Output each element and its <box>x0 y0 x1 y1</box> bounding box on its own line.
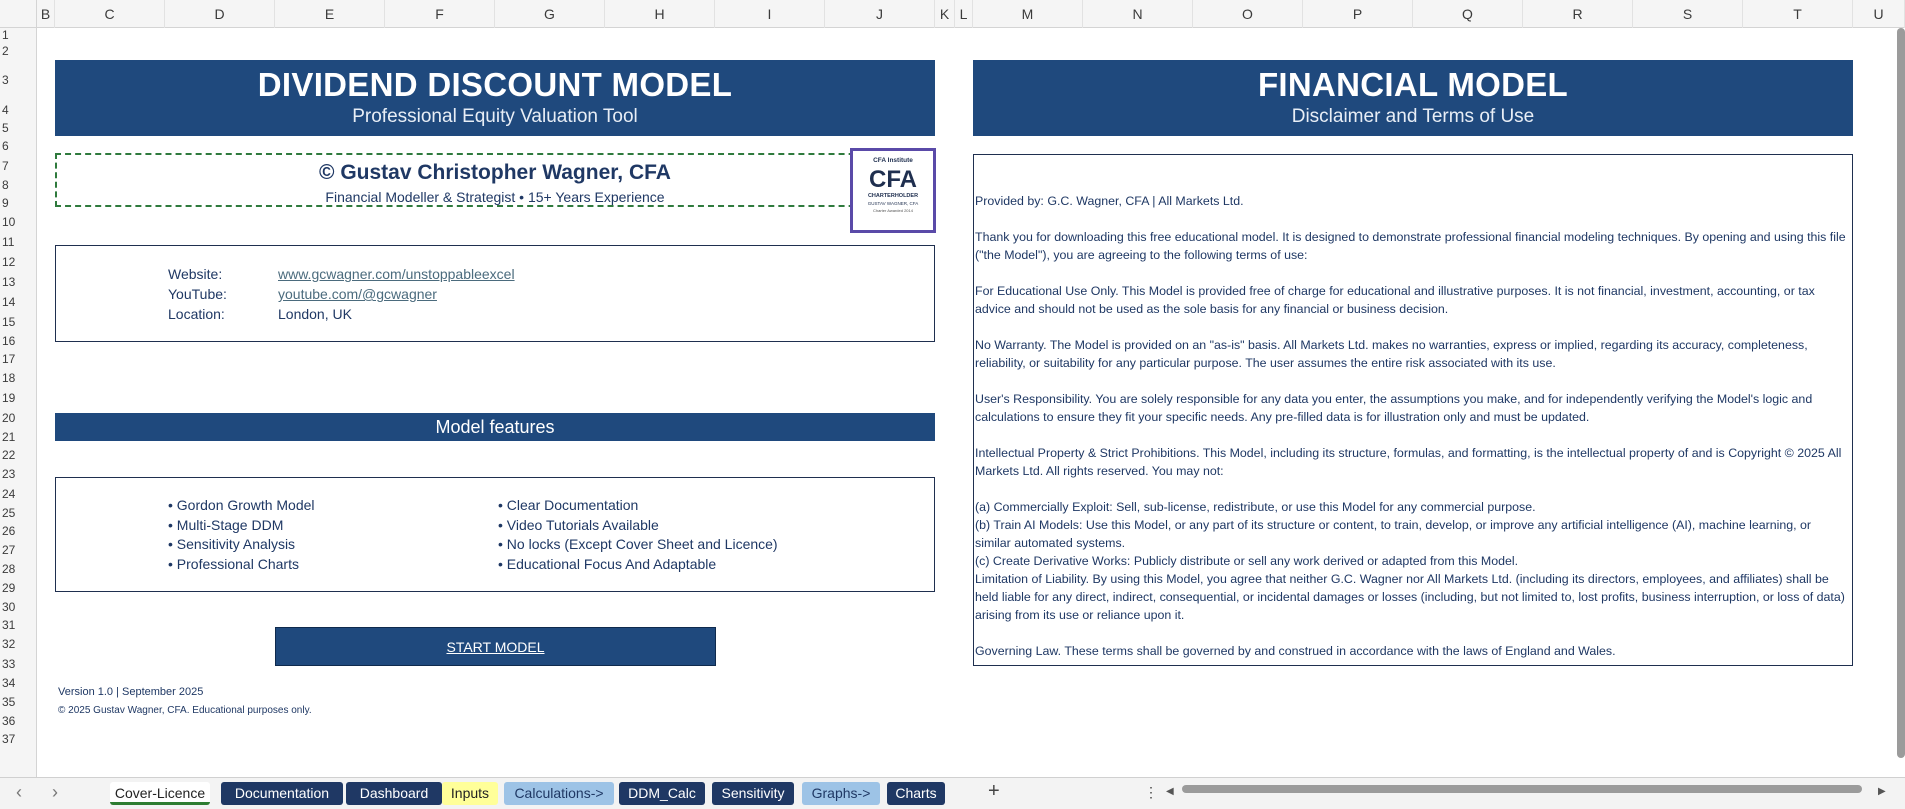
row-header-9[interactable]: 9 <box>2 196 9 210</box>
row-header-36[interactable]: 36 <box>2 714 16 728</box>
row-header-6[interactable]: 6 <box>2 139 9 153</box>
author-box <box>55 153 935 207</box>
feature-item: • No locks (Except Cover Sheet and Licence) <box>498 536 778 552</box>
financial-title: FINANCIAL MODEL <box>1257 66 1569 103</box>
ddm-title: DIVIDEND DISCOUNT MODEL <box>257 66 733 103</box>
ddm-header <box>55 60 935 136</box>
cfa-badge-inner <box>853 151 933 230</box>
feature-item: • Sensitivity Analysis <box>168 536 296 552</box>
row-header-23[interactable]: 23 <box>2 467 16 481</box>
location-label: Location: <box>168 306 225 322</box>
row-header-37[interactable]: 37 <box>2 732 16 746</box>
column-header-l[interactable]: L <box>955 0 973 28</box>
ddm-subtitle: Professional Equity Valuation Tool <box>352 106 638 127</box>
cfa-mark: CFA <box>869 166 917 193</box>
row-header-33[interactable]: 33 <box>2 657 16 671</box>
row-header-28[interactable]: 28 <box>2 562 16 576</box>
features-header: Model features <box>55 413 935 441</box>
row-header-11[interactable]: 11 <box>2 235 15 249</box>
prohibition-a: (a) Commercially Exploit: Sell, sub-license, redistribute, or use this Model for any commercial purpose. <box>975 500 1536 514</box>
row-header-14[interactable]: 14 <box>2 295 16 309</box>
add-sheet-icon[interactable]: + <box>988 780 1000 802</box>
feature-item: • Gordon Growth Model <box>168 497 315 513</box>
column-header-t[interactable]: T <box>1743 0 1853 28</box>
row-header-18[interactable]: 18 <box>2 371 16 385</box>
column-header-i[interactable]: I <box>715 0 825 28</box>
cfa-line2: GUSTAV WAGNER, CFA <box>867 201 919 206</box>
scroll-left-icon[interactable]: ◀ <box>1166 786 1174 797</box>
disclaimer-governing: Governing Law. These terms shall be governed by and construed in accordance with the laws of England and Wales. <box>975 644 1616 658</box>
row-header-2[interactable]: 2 <box>2 44 9 58</box>
row-header-26[interactable]: 26 <box>2 524 16 538</box>
column-header-j[interactable]: J <box>825 0 935 28</box>
row-header-20[interactable]: 20 <box>2 411 16 425</box>
disclaimer-warranty: No Warranty. The Model is provided on an "as-is" basis. All Markets Ltd. makes no warranties, express or implied, regarding its accuracy, completeness, reliability, or suitability for any particular purpose. The user assumes the entire risk associated with its use. <box>975 338 1808 370</box>
author-tagline: Financial Modeller & Strategist • 15+ Years Experience <box>325 189 665 205</box>
more-options-icon[interactable]: ⋮ <box>1144 784 1158 800</box>
feature-item: • Educational Focus And Adaptable <box>498 555 717 572</box>
row-header-16[interactable]: 16 <box>2 334 16 348</box>
row-header-12[interactable]: 12 <box>2 255 16 269</box>
row-header-1[interactable]: 1 <box>2 28 9 42</box>
prev-sheet-icon[interactable]: ‹ <box>16 782 22 802</box>
financial-subtitle: Disclaimer and Terms of Use <box>1291 106 1535 127</box>
row-header-35[interactable]: 35 <box>2 695 16 709</box>
prohibition-b: (b) Train AI Models: Use this Model, or any part of its structure or content, to train, develop, or improve any artificial intelligence (AI), machine learning, or similar automated systems. <box>975 518 1812 550</box>
sheet-tab-bar <box>0 777 1905 809</box>
sheet-tab-ddm-calc[interactable]: DDM_Calc <box>619 782 705 805</box>
row-header-31[interactable]: 31 <box>2 618 16 632</box>
sheet-tab-cover-licence[interactable]: Cover-Licence <box>110 782 210 805</box>
cfa-line1: CHARTERHOLDER <box>867 193 919 199</box>
column-header-c[interactable]: C <box>55 0 165 28</box>
start-model-button[interactable]: START MODEL <box>275 627 716 666</box>
row-header-15[interactable]: 15 <box>2 315 16 329</box>
row-header-22[interactable]: 22 <box>2 448 16 462</box>
sheet-tab-dashboard[interactable]: Dashboard <box>346 782 442 805</box>
column-header-f[interactable]: F <box>385 0 495 28</box>
column-header-p[interactable]: P <box>1303 0 1413 28</box>
feature-item: • Professional Charts <box>168 555 299 572</box>
disclaimer-provider: Provided by: G.C. Wagner, CFA | All Markets Ltd. <box>975 194 1244 208</box>
column-header-n[interactable]: N <box>1083 0 1193 28</box>
feature-item: • Video Tutorials Available <box>498 516 659 533</box>
select-all-corner[interactable] <box>0 0 37 28</box>
features-left-list <box>168 497 468 575</box>
sheet-tab-sensitivity[interactable]: Sensitivity <box>712 782 794 805</box>
location-value: London, UK <box>278 306 352 322</box>
sheet-tab-graphs[interactable]: Graphs-> <box>802 782 880 805</box>
column-header-g[interactable]: G <box>495 0 605 28</box>
website-label: Website: <box>168 266 223 282</box>
row-header-24[interactable]: 24 <box>2 487 16 501</box>
feature-item: • Multi-Stage DDM <box>168 516 284 533</box>
website-link[interactable]: www.gcwagner.com/unstoppableexcel <box>278 266 515 282</box>
copyright-text: © 2025 Gustav Wagner, CFA. Educational purposes only. <box>58 705 312 716</box>
cfa-badge <box>850 148 936 233</box>
next-sheet-icon[interactable]: › <box>52 782 58 802</box>
column-header-u[interactable]: U <box>1853 0 1905 28</box>
youtube-link[interactable]: youtube.com/@gcwagner <box>278 286 437 302</box>
row-header-27[interactable]: 27 <box>2 543 16 557</box>
cfa-line3: Charter Awarded 2014 <box>873 208 913 213</box>
prohibition-c: (c) Create Derivative Works: Publicly distribute or sell any work derived or adapted from this Model. <box>975 554 1519 568</box>
column-header-s[interactable]: S <box>1633 0 1743 28</box>
row-header-3[interactable]: 3 <box>2 73 9 87</box>
column-header-o[interactable]: O <box>1193 0 1303 28</box>
version-text: Version 1.0 | September 2025 <box>58 686 204 698</box>
row-header-4[interactable]: 4 <box>2 103 9 117</box>
column-header-e[interactable]: E <box>275 0 385 28</box>
disclaimer-educational: For Educational Use Only. This Model is provided free of charge for educational and illustrative purposes. It is not financial, investment, accounting, or tax advice and should not be used as the sole basis for any financial or business decision. <box>975 284 1815 316</box>
row-header-30[interactable]: 30 <box>2 600 16 614</box>
row-header-7[interactable]: 7 <box>2 159 9 173</box>
row-header-19[interactable]: 19 <box>2 391 16 405</box>
row-header-10[interactable]: 10 <box>2 215 16 229</box>
row-header-8[interactable]: 8 <box>2 178 9 192</box>
feature-item: • Clear Documentation <box>498 497 639 513</box>
horizontal-scrollbar[interactable] <box>1182 785 1862 793</box>
row-header-25[interactable]: 25 <box>2 506 16 520</box>
column-header-bar <box>0 0 1905 28</box>
column-header-h[interactable]: H <box>605 0 715 28</box>
disclaimer-liability: Limitation of Liability. By using this Model, you agree that neither G.C. Wagner nor All Markets Ltd. (including its directors, employees, and affiliates) shall be held liable for any direct, indirect, consequential, or incidental damages or losses (including, but not limited to, lost profits, business interruption, or loss of data) arising from its use or reliance upon it. <box>975 572 1845 622</box>
disclaimer-text <box>975 192 1847 660</box>
scroll-right-icon[interactable]: ▶ <box>1878 786 1886 797</box>
vertical-scrollbar[interactable] <box>1897 28 1905 758</box>
disclaimer-responsibility: User's Responsibility. You are solely responsible for any data you enter, the assumptions you make, and for independently verifying the Model's logic and calculations to ensure they fit your specific needs. Any pre-filled data is for illustration only and must be updated. <box>975 392 1813 424</box>
column-header-b[interactable]: B <box>37 0 55 28</box>
disclaimer-intro: Thank you for downloading this free educational model. It is designed to demonstrate professional financial modeling techniques. By opening and using this file ("the Model"), you are agreeing to the following terms of use: <box>975 230 1846 262</box>
financial-header <box>973 60 1853 136</box>
row-header-32[interactable]: 32 <box>2 637 16 651</box>
row-header-13[interactable]: 13 <box>2 275 16 289</box>
row-header-5[interactable]: 5 <box>2 121 9 135</box>
column-header-k[interactable]: K <box>935 0 955 28</box>
row-header-bar <box>0 28 37 777</box>
row-header-34[interactable]: 34 <box>2 676 16 690</box>
row-header-29[interactable]: 29 <box>2 581 16 595</box>
column-header-d[interactable]: D <box>165 0 275 28</box>
cfa-org: CFA Institute <box>873 157 913 164</box>
features-right-list <box>498 497 918 575</box>
sheet-tab-documentation[interactable]: Documentation <box>221 782 343 805</box>
column-header-r[interactable]: R <box>1523 0 1633 28</box>
row-header-21[interactable]: 21 <box>2 430 16 444</box>
youtube-label: YouTube: <box>168 286 227 302</box>
sheet-tab-inputs[interactable]: Inputs <box>442 782 498 805</box>
sheet-tab-charts[interactable]: Charts <box>887 782 945 805</box>
column-header-m[interactable]: M <box>973 0 1083 28</box>
author-name: © Gustav Christopher Wagner, CFA <box>319 161 671 184</box>
sheet-tab-calculations[interactable]: Calculations-> <box>504 782 614 805</box>
column-header-q[interactable]: Q <box>1413 0 1523 28</box>
row-header-17[interactable]: 17 <box>2 352 16 366</box>
disclaimer-ip: Intellectual Property & Strict Prohibitions. This Model, including its structure, formulas, and formatting, is the intellectual property of and is Copyright © 2025 All Markets Ltd. All rights reserved. You may not: <box>975 446 1842 478</box>
